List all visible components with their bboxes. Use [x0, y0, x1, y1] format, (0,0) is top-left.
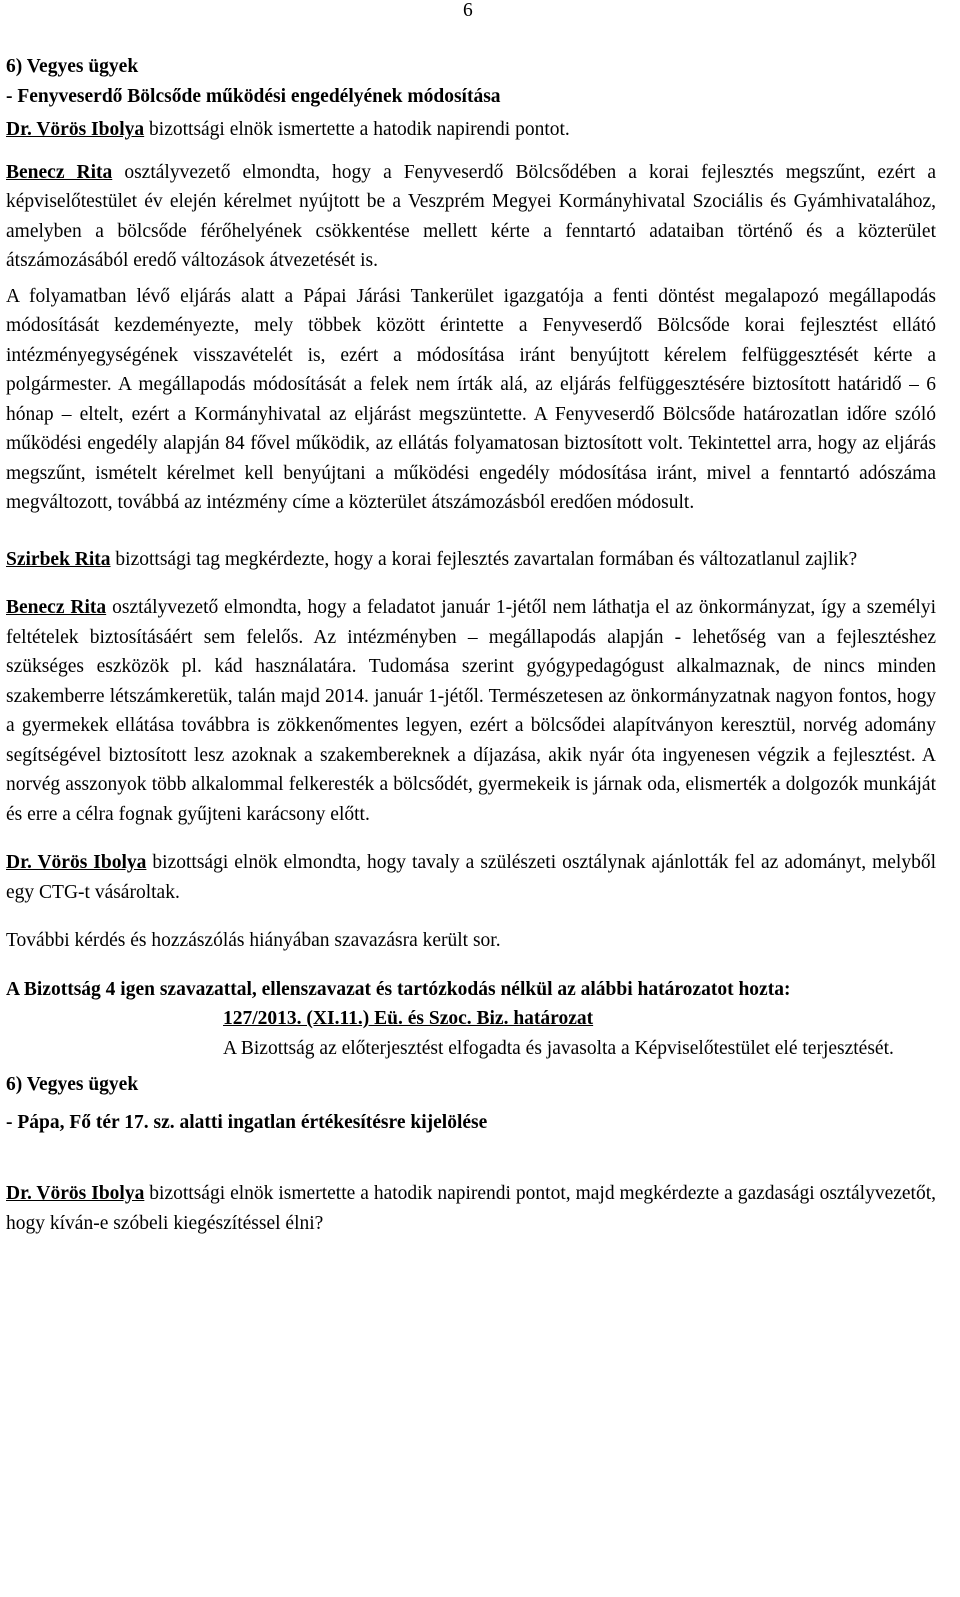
speaker-name: Dr. Vörös Ibolya: [6, 852, 147, 873]
speaker-name: Szirbek Rita: [6, 548, 111, 570]
paragraph-szirbek: [6, 545, 936, 575]
paragraph-procedure: A folyamatban lévő eljárás alatt a Pápai Járási Tankerület igazgatója a fenti döntést megalapozó megállapodás módosítását kezdeményezte, mely többek között érintette a Fenyveserdő Bölcsőde korai fejlesztést ellátó intézményegységének visszavételét is, ezért a módosítása iránt benyújtott kérelem felfüggesztését kérte a polgármester. A megállapodás módosítását a felek nem írták alá, az eljárás felfüggesztésére biztosított határidő – 6 hónap – eltelt, ezért a Kormányhivatal az eljárást megszüntette. A Fenyveserdő Bölcsőde határozatlan időre szóló működési engedély alapján 84 fővel működik, az ellátás folyamatosan biztosított volt. Tekintettel arra, hogy az eljárás megszűnt, ismételt kérelmet kell benyújtani a működési engedély módosítása iránt, mivel a fenntartó adószáma megváltozott, továbbá az intézmény címe a közterület átszámozásból eredően módosult.: [6, 285, 936, 513]
paragraph-text: osztályvezető elmondta, hogy a feladatot január 1-jétől nem láthatja el az önkormányzat, így a személyi feltételek biztosításáért sem felelős. Az intézményben – megállapodás alapján - lehetőség van a fejlesztéshez szükséges eszközök pl. kád használatára. Tudomása szerint gyógypedagógust alkalmaznak, de nincs minden szakemberre létszámkeretük, talán majd 2014. január 1-jétől. Természetesen az önkormányzatnak nagyon fontos, hogy a gyermekek ellátása továbbra is zökkenőmentes legyen, ezért a bölcsődei alapítványon keresztül, norvég adomány segítségével biztosított lesz azoknak a szakembereknek a díjazása, akik nyár óta ingyenesen végzik a fejlesztést. A norvég asszonyok több alkalommal felkeresték a bölcsődét, gyermekeik is járnak oda, elismerték a dolgozók munkáját és erre a célra fognak gyűjteni karácsony előtt.: [6, 597, 937, 825]
decision-text: A Bizottság az előterjesztést elfogadta és javasolta a Képviselőtestület elé terjesztését.: [223, 1037, 894, 1059]
speaker-name: Dr. Vörös Ibolya: [6, 119, 145, 140]
paragraph-text: bizottsági elnök elmondta, hogy tavaly a szülészeti osztálynak ajánlották fel az adományt, melyből egy CTG-t vásároltak.: [6, 852, 937, 903]
speaker-name: Benecz Rita: [6, 597, 107, 618]
section-heading: 6) Vegyes ügyek: [6, 1074, 139, 1095]
paragraph-text: osztályvezető elmondta, hogy a Fenyveserdő Bölcsődében a korai fejlesztés megszűnt, ezért a képviselőtestület év elején kérelmet nyújtott be a Veszprém Megyei Kormányhivatal Szociális és Gyámhivatalához, amelyben a bölcsőde férőhelyének csökkentése mellett kérte a fenntartó adataiban történő és a közterület átszámozásából eredő változások átvezetését is.: [6, 161, 936, 271]
paragraph-vote-intro: További kérdés és hozzászólás hiányában szavazásra került sor.: [6, 930, 501, 951]
section-subheading: - Pápa, Fő tér 17. sz. alatti ingatlan értékesítésre kijelölése: [6, 1111, 488, 1133]
paragraph-benecz-1: [6, 158, 936, 276]
paragraph-voros-2: [6, 848, 936, 907]
paragraph-intro: [6, 115, 936, 145]
paragraph-text: bizottsági elnök ismertette a hatodik napirendi pontot, majd megkérdezte a gazdasági osztályvezetőt, hogy kíván-e szóbeli kiegészítéssel élni?: [6, 1183, 937, 1234]
section-heading: 6) Vegyes ügyek: [6, 56, 139, 77]
paragraph-text: bizottsági tag megkérdezte, hogy a korai fejlesztés zavartalan formában és változatlanul zajlik?: [110, 548, 858, 570]
paragraph-benecz-2: [6, 593, 936, 829]
decision-title: 127/2013. (XI.11.) Eü. és Szoc. Biz. határozat: [223, 1008, 594, 1029]
document-body: [6, 52, 936, 1238]
paragraph-voros-3: [6, 1179, 936, 1238]
decision-block: [223, 1004, 936, 1063]
speaker-name: Benecz Rita: [6, 161, 113, 183]
page-number: 6: [463, 0, 473, 21]
vote-result: A Bizottság 4 igen szavazattal, ellenszavazat és tartózkodás nélkül az alábbi határozatot hozta:: [6, 978, 791, 1000]
section-subheading: - Fenyveserdő Bölcsőde működési engedélyének módosítása: [6, 85, 501, 107]
speaker-name: Dr. Vörös Ibolya: [6, 1183, 145, 1204]
paragraph-text: bizottsági elnök ismertette a hatodik napirendi pontot.: [144, 119, 570, 140]
